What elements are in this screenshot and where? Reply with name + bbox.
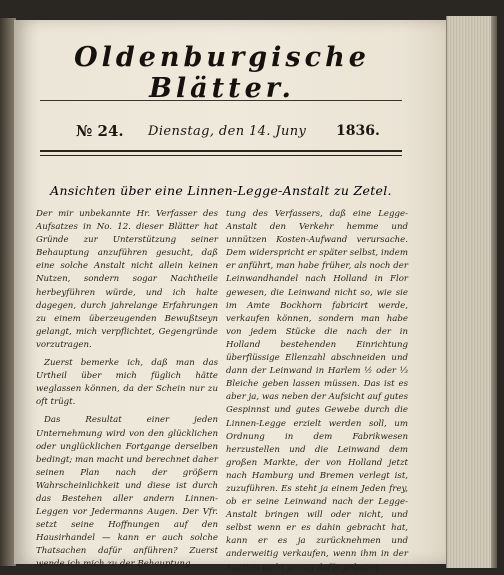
page-stack-edge [446, 16, 497, 568]
issue-date: Dienstag, den 14. Juny [148, 124, 307, 139]
paragraph: Zuerst bemerke ich, daß man das Urtheil über mich füglich hätte weglassen können, da der Schein nur zu oft trügt. [36, 358, 218, 408]
issue-year: 1836. [336, 123, 380, 139]
paragraph: Das Resultat einer jeden Unternehmung wird von den glücklichen oder unglücklichen Fortgange derselben bedingt; man macht und berechnet daher seinen Plan nach der größern Wahrscheinlichkeit und diese ist durch das Bestehen aller andern Linnen-Leggen vor Jedermanns Augen. Der Vfr. setzt seine Hoffnungen auf den Hausirhandel — kann er auch solche Thatsachen dafür anführen? Zuerst wende ich mich zu der Behauptung [36, 415, 218, 570]
header-double-rule [40, 150, 402, 156]
article-title: Ansichten über eine Linnen-Legge-Anstalt zu Zetel. [50, 183, 392, 198]
paragraph: tung des Verfassers, daß eine Legge-Anstalt den Verkehr hemme und unnützen Kosten-Aufwand verursache. Dem widerspricht er später selbst, indem er anführt, man habe früher, als noch der Leinwandhandel nach Holland in Flor gewesen, die Leinwand nicht so, wie sie im Amte Bockhorn fabricirt werde, verkaufen können, sondern man habe von jedem Stücke die nach der in Holland bestehenden Einrichtung überflüssige Ellenzahl abschneiden und dann der Leinwand in Harlem ½ oder ⅓ Bleiche geben lassen müssen. Das ist es aber ja, was neben der Aufsicht auf gutes Gespinnst und gutes Gewebe durch die Linnen-Legge erzielt werden soll, um Ordnung in dem Fabrikwesen herzustellen und die Leinwand dem großen Markte, der von Holland jetzt nach Hamburg und Bremen verlegt ist, zuzuführen. Es steht ja einem Jeden frey, ob er seine Leinwand nach der Legge-Anstalt bringen will oder nicht, und selbst wenn er es dahin gebracht hat, kann er es ja zurücknehmen und anderweitig verkaufen, wenn ihm in der Auction nicht genug dafür geboten [226, 209, 408, 573]
masthead-rule [40, 100, 402, 101]
masthead-title: Oldenburgische Blätter. [74, 42, 370, 104]
paragraph: Der mir unbekannte Hr. Verfasser des Aufsatzes in No. 12. dieser Blätter hat Gründe zur Unterstützung seiner Behauptung anzuführen gesucht, daß eine solche Anstalt nicht allein keinen Nutzen, sondern sogar Nachtheile herbeyführen würde, und ich halte dagegen, durch jahrelange Erfahrungen zu einem überzeugenden Bewußtseyn gelangt, mich verpflichtet, Gegengründe vorzutragen. [36, 209, 218, 350]
article-column-right [226, 208, 408, 575]
issue-number: № 24. [76, 122, 124, 140]
article-column-left [36, 208, 218, 572]
